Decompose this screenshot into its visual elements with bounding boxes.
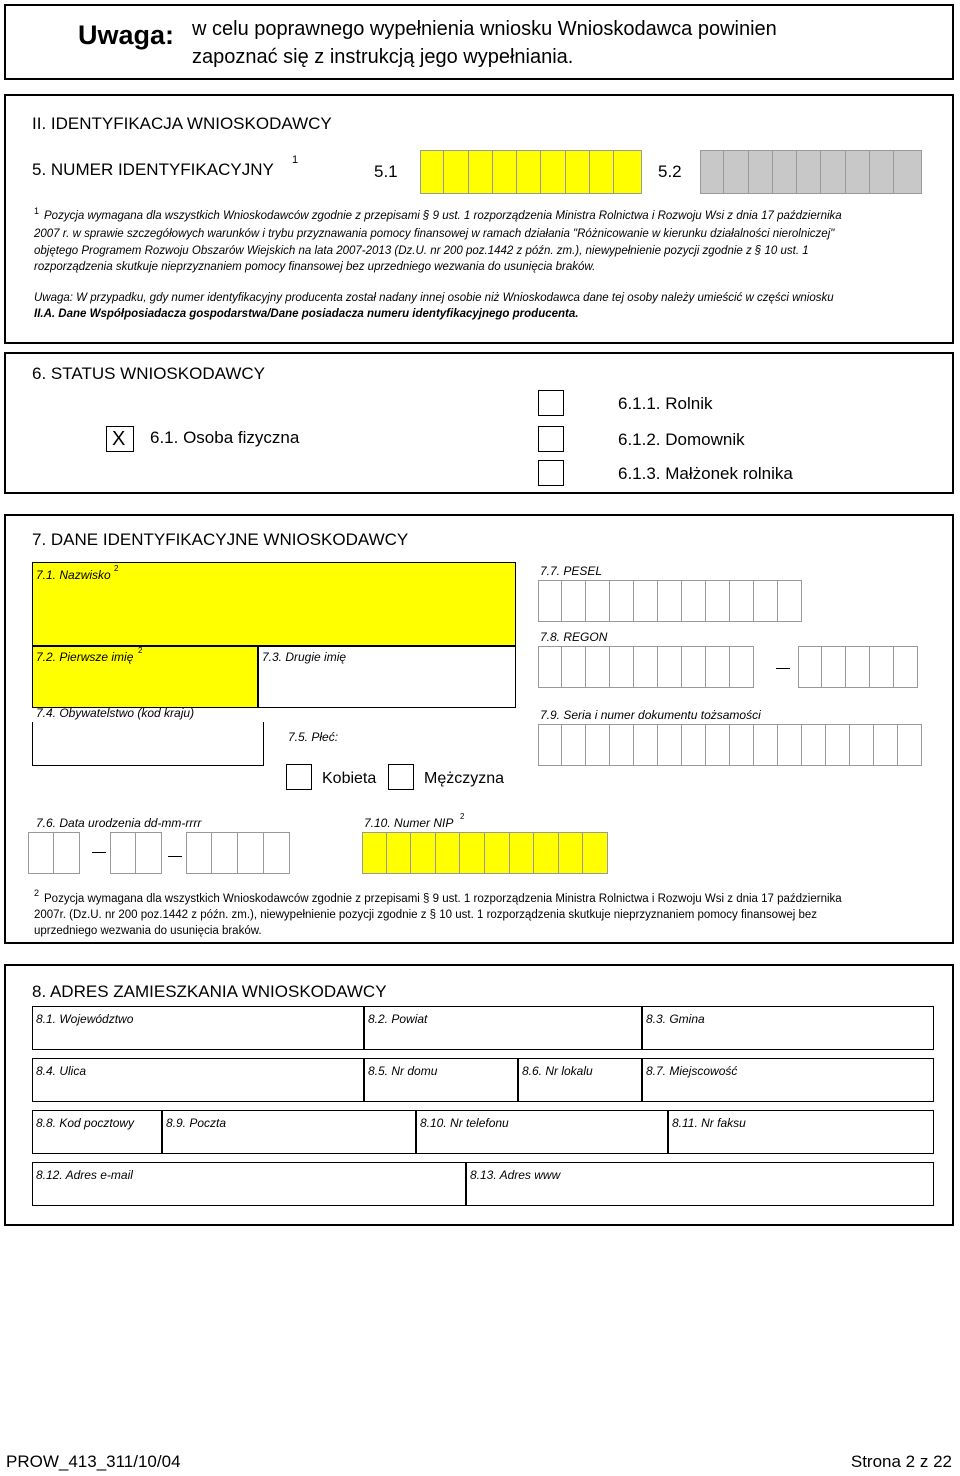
birth-year-input[interactable] <box>186 832 290 874</box>
nip-input[interactable] <box>362 832 608 874</box>
field-8-12-label: 8.12. Adres e-mail <box>36 1168 133 1182</box>
note-line1: Uwaga: W przypadku, gdy numer identyfikacyjny producenta został nadany innej osobie niż Wnioskodawca dane tej osoby należy umieścić w części wniosku <box>34 292 834 304</box>
field-5-1-input[interactable] <box>420 150 642 194</box>
label-kobieta: Kobieta <box>322 770 377 787</box>
field-8-13-label: 8.13. Adres www <box>470 1168 561 1182</box>
field-7-10-sup: 2 <box>460 812 465 821</box>
section-2-title: II. IDENTYFIKACJA WNIOSKODAWCY <box>32 114 332 133</box>
header-line2: zapoznać się z instrukcją jego wypełniania. <box>192 46 574 68</box>
field-7-1-label: 7.1. Nazwisko <box>36 568 111 582</box>
field-7-10-label: 7.10. Numer NIP <box>364 816 454 830</box>
field-8-2-label: 8.2. Powiat <box>368 1012 428 1026</box>
pesel-input[interactable] <box>538 580 802 622</box>
footnote-1-line3: objętego Programem Rozwoju Obszarów Wiejskich na lata 2007-2013 (Dz.U. nr 200 poz.1442 z późn. zm.), niewypełnienie pozycji zgodnie z § 10 ust. 1 <box>34 245 809 257</box>
footnote-2-line3: uprzedniego wezwania do usunięcia braków. <box>34 925 262 937</box>
section-6-title: 6. STATUS WNIOSKODAWCY <box>32 364 265 383</box>
field-7-4-input[interactable] <box>32 722 264 766</box>
header-uwaga: Uwaga: <box>78 20 175 50</box>
field-8-10-label: 8.10. Nr telefonu <box>420 1116 509 1130</box>
regon-dash <box>776 668 790 669</box>
section-7-title: 7. DANE IDENTYFIKACYJNE WNIOSKODAWCY <box>32 530 409 549</box>
section-6-box <box>4 352 954 494</box>
field-8-3-label: 8.3. Gmina <box>646 1012 705 1026</box>
footer-page: Strona 2 z 22 <box>850 1452 952 1471</box>
section-8-box <box>4 964 954 1226</box>
field-5-sup: 1 <box>292 154 299 166</box>
footnote-1-line2: 2007 r. w sprawie szczegółowych warunków i trybu przyznawania pomocy finansowej w ramach działania "Różnicowanie w kierunku działalności nierolniczej" <box>34 228 835 240</box>
label-6-1-3: 6.1.3. Małżonek rolnika <box>618 464 793 483</box>
birth-day-input[interactable] <box>28 832 80 874</box>
field-8-5-label: 8.5. Nr domu <box>368 1064 438 1078</box>
field-7-9-label: 7.9. Seria i numer dokumentu tożsamości <box>540 708 761 722</box>
footnote-2-line1: Pozycja wymagana dla wszystkich Wnioskodawców zgodnie z przepisami § 9 ust. 1 rozporządzenia Ministra Rolnictwa i Rozwoju Wsi z dnia 17 października <box>44 893 842 905</box>
birth-month-input[interactable] <box>110 832 162 874</box>
field-8-6-label: 8.6. Nr lokalu <box>522 1064 593 1078</box>
field-5-2-input[interactable] <box>700 150 922 194</box>
regon-input[interactable] <box>538 646 754 688</box>
checkbox-6-1-mark: X <box>112 428 126 450</box>
field-8-4-label: 8.4. Ulica <box>36 1064 87 1078</box>
field-7-8-label: 7.8. REGON <box>540 630 608 644</box>
regon-suffix-input[interactable] <box>798 646 918 688</box>
header-line1: w celu poprawnego wypełnienia wniosku Wnioskodawca powinien <box>192 18 777 40</box>
field-7-7-label: 7.7. PESEL <box>540 564 603 578</box>
section-8-title: 8. ADRES ZAMIESZKANIA WNIOSKODAWCY <box>32 982 387 1001</box>
birth-dash-2 <box>168 856 182 857</box>
label-6-1-2: 6.1.2. Domownik <box>618 430 745 449</box>
field-5-2-label: 5.2 <box>658 162 682 181</box>
checkbox-6-1[interactable] <box>106 426 134 452</box>
label-mezczyzna: Mężczyzna <box>424 770 505 787</box>
field-7-6-label: 7.6. Data urodzenia dd-mm-rrrr <box>36 816 202 830</box>
field-8-1-label: 8.1. Województwo <box>36 1012 134 1026</box>
footer-code: PROW_413_311/10/04 <box>6 1452 181 1471</box>
field-8-11-label: 8.11. Nr faksu <box>672 1116 746 1130</box>
field-7-3-label: 7.3. Drugie imię <box>262 650 347 664</box>
field-8-8-label: 8.8. Kod pocztowy <box>36 1116 135 1130</box>
footnote-1-line1: Pozycja wymagana dla wszystkich Wnioskodawców zgodnie z przepisami § 9 ust. 1 rozporządzenia Ministra Rolnictwa i Rozwoju Wsi z dnia 17 października <box>44 210 842 222</box>
field-8-9-label: 8.9. Poczta <box>166 1116 227 1130</box>
footnote-1-number: 1 <box>34 206 40 216</box>
checkbox-mezczyzna[interactable] <box>388 764 414 790</box>
field-7-1-sup: 2 <box>114 564 119 573</box>
field-7-2-label: 7.2. Pierwsze imię <box>36 650 134 664</box>
birth-dash-1 <box>92 852 106 853</box>
field-8-7-label: 8.7. Miejscowość <box>646 1064 738 1078</box>
footnote-2-number: 2 <box>34 888 40 898</box>
section-2-box <box>4 94 954 344</box>
label-6-1-1: 6.1.1. Rolnik <box>618 394 713 413</box>
checkbox-6-1-3[interactable] <box>538 460 564 486</box>
field-5-label: 5. NUMER IDENTYFIKACYJNY <box>32 160 274 179</box>
checkbox-6-1-1[interactable] <box>538 390 564 416</box>
id-document-input[interactable] <box>538 724 922 766</box>
section-7-box <box>4 514 954 944</box>
note-line2: II.A. Dane Współposiadacza gospodarstwa/Dane posiadacza numeru identyfikacyjnego producenta. <box>34 308 579 320</box>
label-6-1: 6.1. Osoba fizyczna <box>150 428 300 447</box>
field-7-5-label: 7.5. Płeć: <box>288 730 339 744</box>
field-7-2-sup: 2 <box>138 646 143 655</box>
field-7-4-label: 7.4. Obywatelstwo (kod kraju) <box>36 706 195 720</box>
checkbox-6-1-2[interactable] <box>538 426 564 452</box>
field-5-1-label: 5.1 <box>374 162 398 181</box>
footnote-2-line2: 2007r. (Dz.U. nr 200 poz.1442 z późn. zm.), niewypełnienie pozycji zgodnie z § 10 ust. 1 rozporządzenia skutkuje nieprzyznaniem pomocy finansowej bez <box>34 909 818 921</box>
checkbox-kobieta[interactable] <box>286 764 312 790</box>
footnote-1-line4: rozporządzenia skutkuje nieprzyznaniem pomocy finansowej bez uprzedniego wezwania do usunięcia braków. <box>34 261 596 273</box>
header-box <box>4 4 954 80</box>
